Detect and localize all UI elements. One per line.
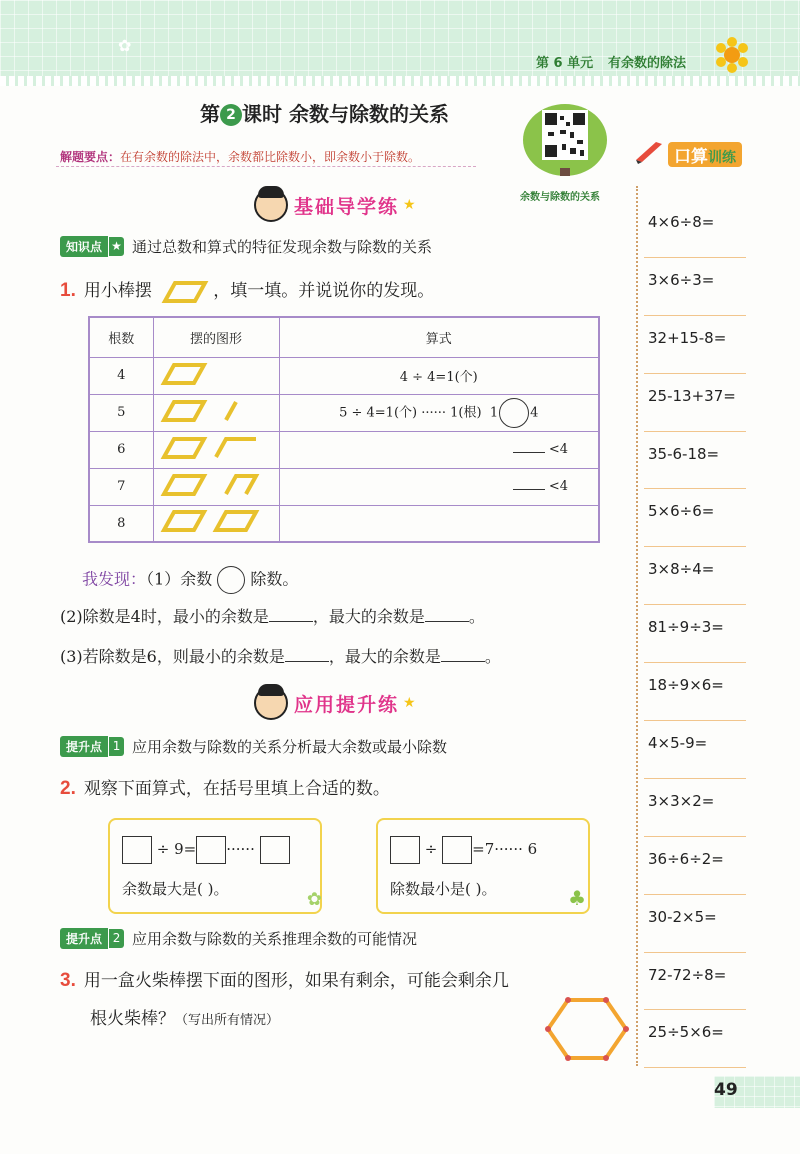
lesson-title	[200, 98, 449, 127]
compare-circle-blank[interactable]	[499, 398, 529, 428]
finding-part1: （1）余数	[146, 569, 213, 589]
calc-item: 35-6-18=	[644, 432, 746, 490]
qr-code-icon[interactable]	[522, 100, 608, 176]
answer-line: 余数最大是( )。	[122, 880, 229, 898]
subquestion-3	[60, 644, 501, 667]
knowledge-point-row	[60, 236, 432, 257]
remainder-blank[interactable]	[513, 452, 545, 453]
divide-operator: ÷ 9=	[156, 840, 197, 858]
equation-row	[390, 836, 537, 864]
sub3-text-a: (3)若除数是6，则最小的余数是	[60, 647, 285, 666]
lesson-prefix: 第	[200, 102, 220, 126]
shape-cell	[153, 431, 279, 468]
dividend-box[interactable]	[122, 836, 152, 864]
section-title-basic: 基础导学练	[294, 195, 400, 218]
two-parallelograms-icon	[160, 510, 260, 532]
question-1-text-a: 用小棒摆	[83, 281, 152, 301]
sub2-text-c: 。	[468, 607, 485, 626]
header-band-edge	[0, 76, 800, 86]
finding-head: 我发现：	[82, 569, 147, 589]
table-row	[89, 431, 599, 468]
star-icon: ★	[403, 695, 416, 711]
cactus-icon: ♣	[568, 886, 586, 910]
dividend-box[interactable]	[390, 836, 420, 864]
parallelogram-plus-two-icon	[160, 437, 260, 459]
compare-right: <4	[548, 442, 568, 457]
calc-item: 4×5-9=	[644, 721, 746, 779]
sub2-text-a: (2)除数是4时，最小的余数是	[60, 607, 269, 626]
table-row	[89, 505, 599, 542]
tip-key: 解题要点：	[60, 150, 121, 164]
question-2-text: 观察下面算式，在括号里填上合适的数。	[83, 779, 390, 799]
table-row	[89, 468, 599, 505]
promo-number: 2	[108, 929, 124, 948]
calc-item: 30-2×5=	[644, 895, 746, 953]
one-parallelogram-icon	[160, 363, 210, 385]
finding-circle-blank[interactable]	[217, 566, 245, 594]
table-row	[89, 394, 599, 431]
compare-right: <4	[548, 479, 568, 494]
promo-tag: 提升点	[60, 928, 108, 949]
tip-text: 在有余数的除法中，余数都比除数小，即余数小于除数。	[120, 150, 421, 164]
sunflower-icon	[712, 36, 752, 76]
ellipsis: ······	[226, 840, 255, 858]
calc-item: 18÷9×6=	[644, 663, 746, 721]
knowledge-star-icon: ★	[108, 237, 124, 256]
lesson-number-badge: 2	[220, 104, 242, 126]
promo-text: 应用余数与除数的关系分析最大余数或最小除数	[132, 738, 448, 756]
question-3-note: （写出所有情况）	[175, 1013, 280, 1028]
section-banner-basic	[254, 188, 416, 222]
finding-line	[82, 566, 298, 594]
formula-cell: 4 ÷ 4=1(个)	[279, 357, 599, 394]
calc-item: 72-72÷8=	[644, 953, 746, 1011]
min-remainder-blank[interactable]	[269, 621, 313, 622]
question-1-text-b: ，填一填。并说说你的发现。	[213, 281, 435, 301]
formula-text: 5 ÷ 4=1(个) ······ 1(根)	[339, 405, 482, 420]
stick-table	[88, 316, 600, 543]
hexagon-matchsticks-icon	[544, 996, 630, 1062]
min-remainder-blank[interactable]	[285, 661, 329, 662]
sub3-text-b: ，最大的余数是	[328, 647, 441, 666]
page-number: 49	[714, 1080, 738, 1100]
sub3-text-c: 。	[484, 647, 501, 666]
tip-line	[60, 148, 420, 165]
divide-operator: ÷	[424, 840, 438, 858]
remainder-blank[interactable]	[513, 489, 545, 490]
shape-cell	[153, 505, 279, 542]
shape-cell	[153, 394, 279, 431]
question-3-line-2	[90, 1004, 279, 1029]
unit-topic: 有余数的除法	[608, 56, 687, 71]
table-row	[89, 357, 599, 394]
compare-right: 4	[530, 405, 539, 420]
stick-count: 7	[89, 468, 153, 505]
parallelogram-plus-three-icon	[160, 474, 260, 496]
equation-row	[122, 836, 290, 864]
question-3-text-line-2: 根火柴棒？	[90, 1009, 175, 1029]
promo-point-1-row	[60, 736, 447, 757]
knowledge-text: 通过总数和算式的特征发现余数与除数的关系	[132, 238, 433, 256]
formula-cell	[279, 431, 599, 468]
question-2-stem	[60, 774, 390, 800]
question-1-stem	[60, 276, 434, 304]
table-header-cell: 根数	[89, 317, 153, 357]
question-2-box-right	[376, 818, 590, 914]
table-header-cell: 摆的图形	[153, 317, 279, 357]
calc-list	[644, 200, 746, 1068]
table-header-row	[89, 317, 599, 357]
calc-title-b: 训练	[708, 150, 736, 166]
max-remainder-blank[interactable]	[425, 621, 469, 622]
calc-item: 25-13+37=	[644, 374, 746, 432]
calc-item: 3×3×2=	[644, 779, 746, 837]
answer-line: 除数最小是( )。	[390, 880, 497, 898]
stick-count: 6	[89, 431, 153, 468]
table-header-cell: 算式	[279, 317, 599, 357]
pencil-icon	[634, 140, 664, 164]
unit-label: 第 6 单元	[536, 56, 594, 71]
sub2-text-b: ，最大的余数是	[312, 607, 425, 626]
question-2-box-left	[108, 818, 322, 914]
calc-item: 3×6÷3=	[644, 258, 746, 316]
parallelogram-sticks-icon	[161, 280, 209, 304]
divisor-box[interactable]	[442, 836, 472, 864]
calc-item: 81÷9÷3=	[644, 605, 746, 663]
section-title-applied: 应用提升练	[294, 693, 400, 716]
shape-cell	[153, 468, 279, 505]
boy-face-icon	[254, 188, 288, 222]
promo-number: 1	[108, 737, 124, 756]
calc-title	[668, 142, 742, 167]
question-number: 1.	[60, 280, 76, 301]
question-number: 2.	[60, 778, 76, 799]
lesson-name: 课时 余数与除数的关系	[242, 102, 449, 126]
finding-part2: 除数。	[250, 569, 299, 589]
quotient-box[interactable]	[196, 836, 226, 864]
calc-item: 25÷5×6=	[644, 1010, 746, 1068]
stick-count: 8	[89, 505, 153, 542]
knowledge-tag: 知识点	[60, 236, 108, 257]
calc-item: 36÷6÷2=	[644, 837, 746, 895]
subquestion-2	[60, 604, 485, 627]
bunny-icon: ✿	[306, 889, 322, 910]
butterfly-icon: ✿	[118, 36, 132, 55]
calc-item: 32+15-8=	[644, 316, 746, 374]
calc-item: 4×6÷8=	[644, 200, 746, 258]
equation-result: =7······ 6	[472, 840, 538, 858]
compare-left: 1	[489, 405, 499, 420]
qr-caption: 余数与除数的关系	[520, 192, 600, 203]
stick-count: 4	[89, 357, 153, 394]
parallelogram-plus-one-icon	[160, 400, 250, 422]
promo-point-2-row	[60, 928, 417, 949]
max-remainder-blank[interactable]	[441, 661, 485, 662]
promo-tag: 提升点	[60, 736, 108, 757]
calc-item: 5×6÷6=	[644, 489, 746, 547]
formula-cell	[279, 394, 599, 431]
formula-cell	[279, 468, 599, 505]
remainder-box[interactable]	[260, 836, 290, 864]
tip-divider	[56, 166, 476, 167]
star-icon: ★	[403, 197, 416, 213]
calc-item: 3×8÷4=	[644, 547, 746, 605]
question-3-text-line-1: 用一盒火柴棒摆下面的图形，如果有剩余，可能会剩余几	[83, 971, 509, 991]
question-number: 3.	[60, 970, 76, 991]
formula-cell	[279, 505, 599, 542]
column-divider	[636, 186, 638, 1066]
stick-count: 5	[89, 394, 153, 431]
question-3-line-1	[60, 966, 509, 992]
calc-title-a: 口算	[674, 147, 708, 167]
section-banner-applied	[254, 686, 416, 720]
promo-text: 应用余数与除数的关系推理余数的可能情况	[132, 930, 418, 948]
shape-cell	[153, 357, 279, 394]
girl-face-icon	[254, 686, 288, 720]
